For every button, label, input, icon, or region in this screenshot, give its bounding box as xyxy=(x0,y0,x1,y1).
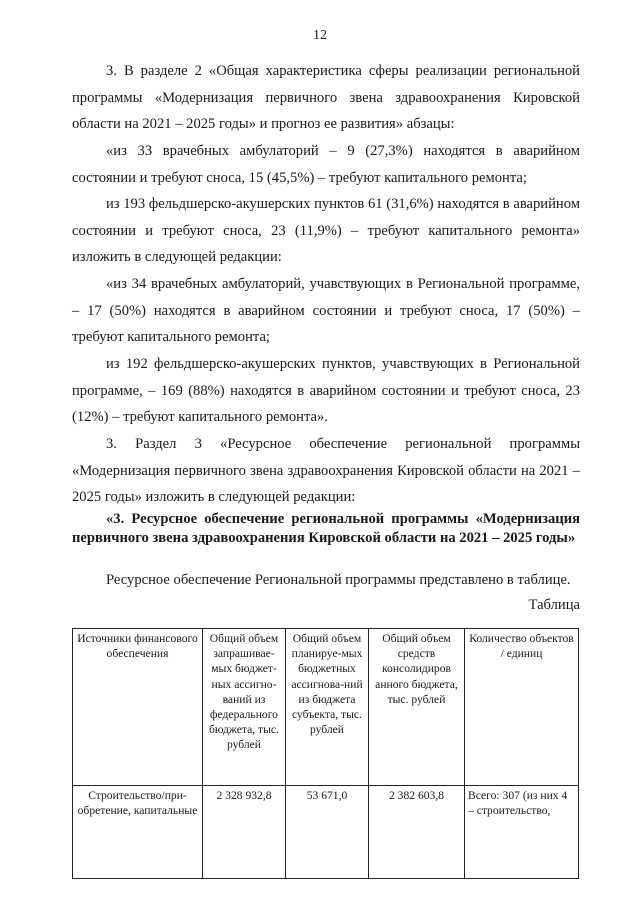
paragraph-amendment-section-3: 3. Раздел 3 «Ресурсное обеспечение региональной программы «Модернизация первичного звена здравоохранения Кировской области на 2021 – 2025 годы» изложить в следующей редакции: xyxy=(72,436,580,505)
cell-federal: 2 328 932,8 xyxy=(203,786,286,879)
table-caption: Таблица xyxy=(528,597,580,613)
paragraph-amendment-section-2: 3. В разделе 2 «Общая характеристика сферы реализации региональной программы «Модернизация первичного звена здравоохранения Кировской области на 2021 – 2025 годы» и прогноз ее развития» абзацы: xyxy=(72,63,580,132)
section-3-heading: «3. Ресурсное обеспечение региональной программы «Модернизация первичного звена здравоохранения Кировской области на 2021 – 2025 годы» xyxy=(72,511,580,546)
header-federal-budget: Общий объем запрашивае-мых бюджет-ных ассигно-ваний из федерального бюджета, тыс. рублей xyxy=(203,629,286,786)
paragraph-resource-intro: Ресурсное обеспечение Региональной программы представлено в таблице. xyxy=(106,572,571,588)
cell-subject: 53 671,0 xyxy=(286,786,369,879)
cell-source: Строительство/при-обретение, капитальные xyxy=(73,786,203,879)
table-header-row xyxy=(73,629,579,786)
paragraph-old-ambulatory: «из 33 врачебных амбулаторий – 9 (27,3%) находятся в аварийном состоянии и требуют сноса, 15 (45,5%) – требуют капитального ремонта; xyxy=(72,143,580,186)
header-funding-sources: Источники финансового обеспечения xyxy=(73,629,203,786)
header-object-count: Количество объектов / единиц xyxy=(465,629,579,786)
paragraph-new-fap: из 192 фельдшерско-акушерских пунктов, учавствующих в Региональной программе, – 169 (88%) находятся в аварийном состоянии и требуют сноса, 23 (12%) – требуют капитального ремонта». xyxy=(72,356,580,425)
table-row xyxy=(73,786,579,879)
cell-object-count: Всего: 307 (из них 4 – строительство, xyxy=(465,786,579,879)
resource-table xyxy=(72,628,579,879)
header-consolidated-budget: Общий объем средств консолидиров анного бюджета, тыс. рублей xyxy=(369,629,465,786)
page-number: 12 xyxy=(313,28,327,43)
header-subject-budget: Общий объем планируе-мых бюджетных ассигнова-ний из бюджета субъекта, тыс. рублей xyxy=(286,629,369,786)
paragraph-new-ambulatory: «из 34 врачебных амбулаторий, учавствующих в Региональной программе, – 17 (50%) находятся в аварийном состоянии и требуют сноса, 17 (50%) – требуют капитального ремонта; xyxy=(72,276,580,345)
cell-consolidated: 2 382 603,8 xyxy=(369,786,465,879)
paragraph-old-fap: из 193 фельдшерско-акушерских пунктов 61 (31,6%) находятся в аварийном состоянии и требуют сноса, 23 (11,9%) – требуют капитального ремонта» изложить в следующей редакции: xyxy=(72,196,580,265)
